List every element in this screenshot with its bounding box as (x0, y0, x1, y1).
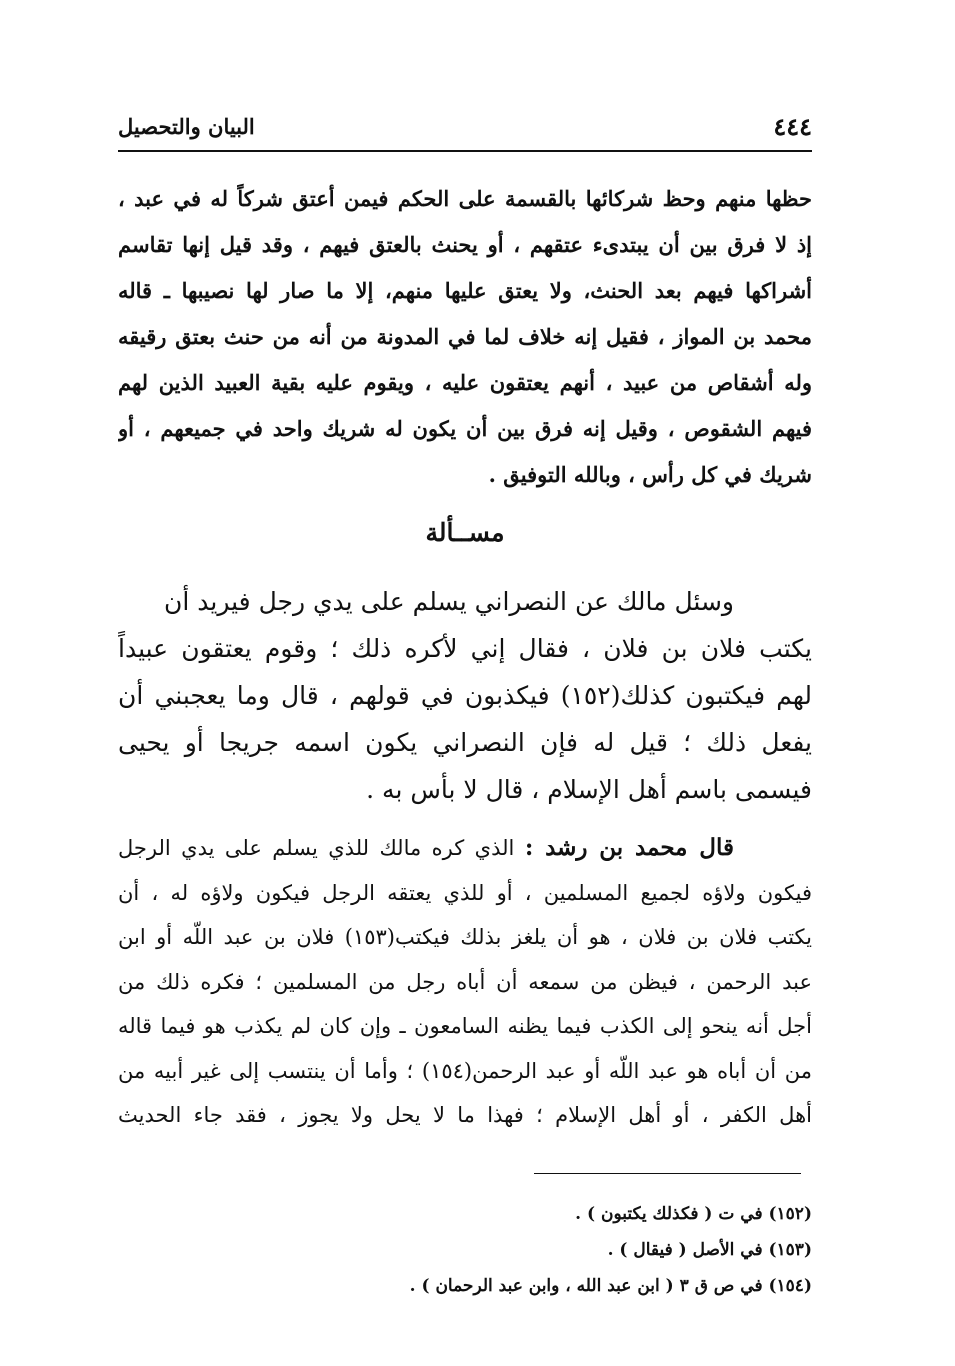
text-line: أهل الكفر ، أو أهل الإسلام ؛ فهذا ما لا يحل ولا يجوز ، فقد جاء الحديث (118, 1103, 812, 1127)
text-line: أشراكها فيهم بعد الحنث، ولا يعتق عليها منهم، إلا ما صار لها نصيبها ـ قاله (118, 278, 812, 303)
footnotes (118, 1196, 812, 1304)
paragraph-3 (118, 826, 812, 1138)
text-line: من أن أباه هو عبد اللّه أو عبد الرحمن(١٥٤) ؛ وأما أن ينتسب إلى غير أبيه من (118, 1058, 812, 1083)
footnote: (١٥٢) في ت ( فكذلك يكتبون ) . (575, 1204, 812, 1224)
header-rule (118, 150, 812, 152)
page-number: ٤٤٤ (773, 112, 812, 141)
text-line: فيكون ولاؤه لجميع المسلمين ، أو للذي يعتقه الرجل فيكون ولاؤه له ، أن (118, 880, 812, 905)
paragraph-lead: قال محمد بن رشد : (524, 834, 734, 861)
paragraph-2 (118, 578, 812, 813)
text-line: لهم فيكتبون كذلك(١٥٢) فيكذبون في قولهم ، قال وما يعجبني أن (118, 681, 812, 710)
text-line: عبد الرحمن ، فيظن من سمعه أن أباه رجل من المسلمين ؛ فكره ذلك من (118, 969, 812, 994)
text-run: الذي كره مالك للذي يسلم على يدي الرجل (118, 836, 525, 860)
text-line: حظها منهم وحظ شركائها بالقسمة على الحكم فيمن أعتق شركاً له في عبد ، (118, 186, 812, 211)
page-header (118, 112, 812, 152)
text-line (118, 826, 812, 871)
running-title: البيان والتحصيل (118, 114, 255, 139)
text-line: فيسمى باسم أهل الإسلام ، قال لا بأس به . (366, 775, 812, 804)
text-line: فيهم الشقوص ، وقيل إنه فرق بين أن يكون له شريك واحد في جميعهم ، أو (118, 416, 812, 441)
paragraph-1 (118, 176, 812, 498)
footnote: (١٥٣) في الأصل ( فيقال ) . (607, 1240, 812, 1260)
text-line: وله أشقاص من عبيد ، أنهم يعتقون عليه ، ويقوم عليه بقية العبيد الذين لهم (118, 370, 812, 395)
text-line: إذ لا فرق بين أن يبتدىء عتقهم ، أو يحنث بالعتق فيهم ، وقد قيل إنها تقاسم (118, 232, 812, 257)
text-line: يكتب فلان بن فلان ، فقال إني لأكره ذلك ؛ وقوم يعتقون عبيداً (118, 634, 812, 663)
text-line: محمد بن المواز ، فقيل إنه خلاف لما في المدونة من أنه من حنث بعتق رقيقه (118, 324, 812, 349)
text-line: يكتب فلان بن فلان ، هو أن يلغز بذلك فيكتب(١٥٣) فلان بن عبد اللّه أو ابن (118, 925, 812, 949)
text-line: وسئل مالك عن النصراني يسلم على يدي رجل فيريد أن (164, 587, 734, 616)
section-title: مســألة (425, 518, 505, 547)
text-line: أجل أنه ينحو إلى الكذب فيما يظنه السامعون ـ وإن كان لم يكذب هو فيما قاله (118, 1014, 812, 1038)
footnote-rule (534, 1173, 801, 1174)
text-line: شريك في كل رأس ، وبالله التوفيق . (488, 462, 812, 487)
text-line: يفعل ذلك ؛ قيل له فإن النصراني يكون اسمه جريجا أو يحيى (118, 728, 812, 757)
footnote: (١٥٤) في ص ق ٣ ( ابن عبد الله ، وابن عبد الرحمان ) . (409, 1276, 812, 1296)
